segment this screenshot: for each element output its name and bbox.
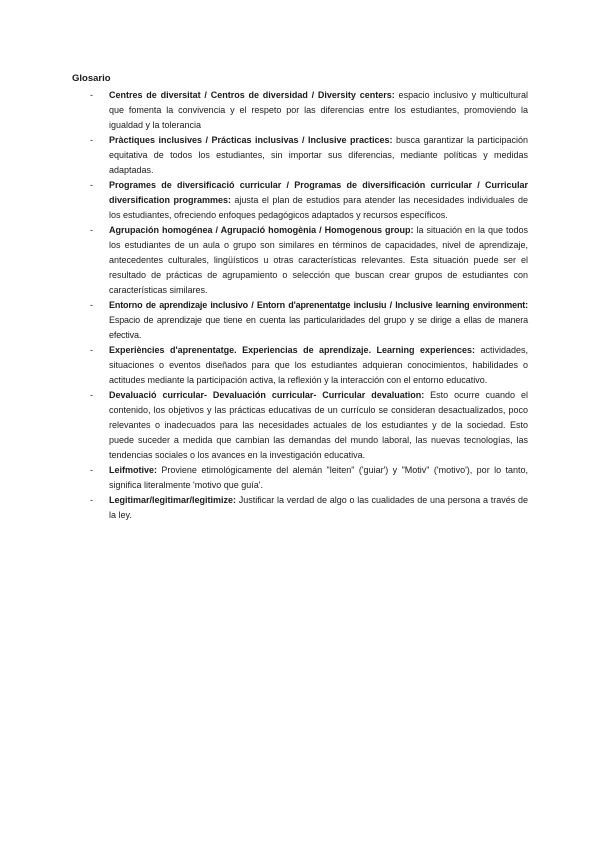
document-page [72,72,528,523]
glossary-definition: Justificar la verdad de algo o las cualidades de una persona a través de la ley. [109,495,528,520]
glossary-term: Leifmotive: [109,465,158,475]
glossary-definition: ajusta el plan de estudios para atender las necesidades individuales de los estudiantes, ofreciendo enfoques pedagógicos adaptados y recursos específicos. [109,195,528,220]
glossary-term: Agrupación homogénea / Agrupació homogènia / Homogenous group: [109,225,414,235]
glossary-entry [72,133,528,178]
glossary-definition: Esto ocurre cuando el contenido, los objetivos y las prácticas educativas de un currículo se consideran desactualizados, poco relevantes o inadecuados para las necesidades actuales de los estudiantes y de la sociedad. Esto puede suceder a medida que cambian las demandas del mundo laboral, las nuevas tecnologías, las tendencias sociales o los avances en la investigación educativa. [109,390,528,460]
glossary-term: Programes de diversificació curricular / Programas de diversificación curricular / Curricular diversification programmes: [109,180,528,205]
glossary-term: Experiències d'aprenentatge. Experiencias de aprendizaje. Learning experiences: [109,345,476,355]
glossary-definition: actividades, situaciones o eventos diseñados para que los estudiantes adquieran conocimientos, habilidades o actitudes mediante la participación activa, la reflexión y la interacción con el entorno educativo. [109,345,528,385]
glossary-term: Legitimar/legitimar/legitimize: [109,495,237,505]
bullet-dash: - [90,180,93,190]
glossary-entry [72,298,528,343]
glossary-entry [72,223,528,298]
bullet-dash: - [90,390,93,400]
bullet-dash: - [90,90,93,100]
page-title: Glosario [72,73,111,84]
bullet-dash: - [90,465,93,475]
glossary-entry [72,463,528,493]
glossary-entry [72,88,528,133]
bullet-dash: - [90,495,93,505]
bullet-dash: - [90,345,93,355]
bullet-dash: - [90,300,93,310]
glossary-definition: busca garantizar la participación equitativa de todos los estudiantes, sin importar sus diferencias, mediante políticas y medidas adaptadas. [109,135,529,175]
glossary-definition: Proviene etimológicamente del alemán "leiten" ('guiar') y "Motiv" ('motivo'), por lo tanto, significa literalmente 'motivo que guía'. [109,465,528,490]
glossary-definition: la situación en la que todos los estudiantes de un aula o grupo son similares en términos de capacidades, nivel de aprendizaje, antecedentes culturales, lingüísticos u otras características relevantes. Esta situación puede ser el resultado de prácticas de agrupamiento o selección que buscan crear grupos de estudiantes con características similares. [109,225,529,295]
glossary-list [72,88,528,523]
glossary-term: Devaluació curricular- Devaluación curricular- Curricular devaluation: [109,390,425,400]
glossary-term: Centres de diversitat / Centros de diversidad / Diversity centers: [109,90,395,100]
glossary-definition: espacio inclusivo y multicultural que fomenta la convivencia y el respeto por las diferencias entre los estudiantes, promoviendo la igualdad y la tolerancia [109,90,528,130]
bullet-dash: - [90,225,93,235]
bullet-dash: - [90,135,93,145]
glossary-entry [72,343,528,388]
glossary-entry [72,388,528,463]
glossary-entry [72,178,528,223]
glossary-definition: Espacio de aprendizaje que tiene en cuenta las particularidades del grupo y se dirige a ellas de manera efectiva. [109,315,528,340]
glossary-term: Entorno de aprendizaje inclusivo / Entorn d'aprenentatge inclusiu / Inclusive learning environment: [109,300,528,310]
glossary-term: Pràctiques inclusives / Prácticas inclusivas / Inclusive practices: [109,135,393,145]
glossary-entry [72,493,528,523]
